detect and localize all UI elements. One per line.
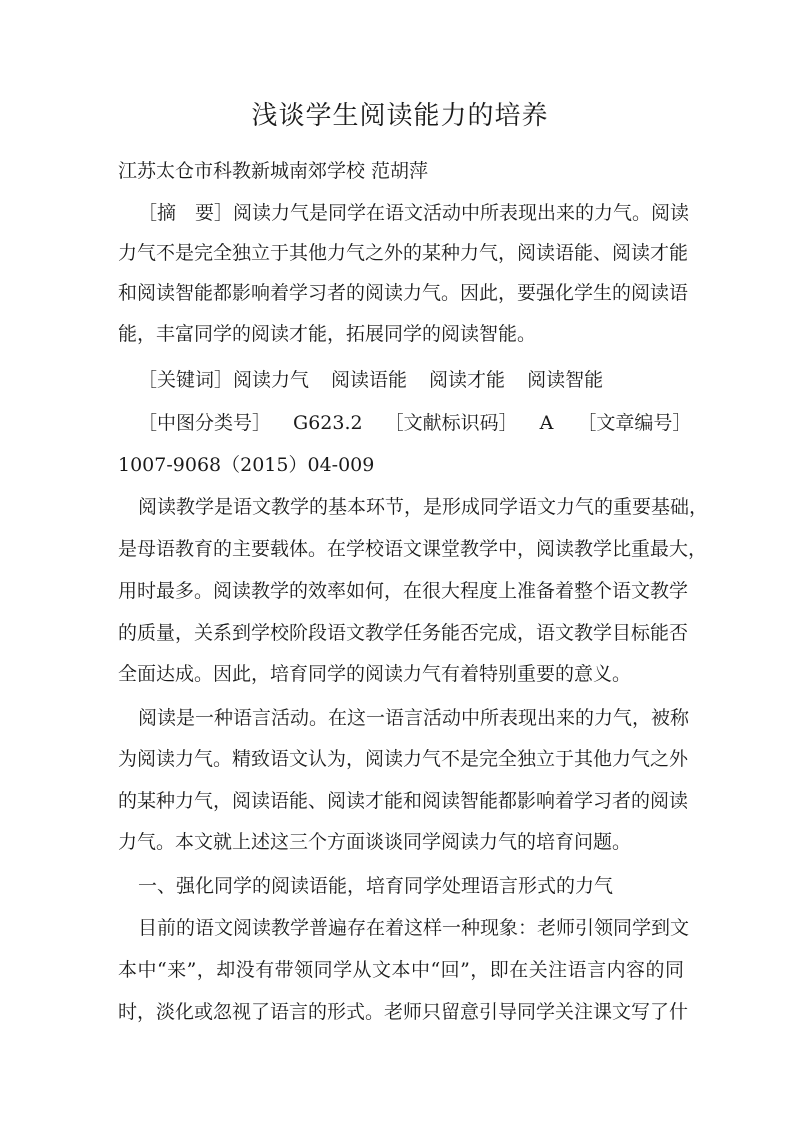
keyword: 阅读语能: [331, 369, 408, 391]
keyword: 阅读才能: [429, 369, 506, 391]
keywords-label: ［关键词］: [138, 369, 234, 391]
article-number: 1007-9068（2015）04-009: [118, 454, 375, 476]
doc-code-label: ［文献标识码］: [384, 412, 518, 434]
abstract-line: 力气不是完全独立于其他力气之外的某种力气，阅读语能、阅读才能: [118, 242, 689, 264]
clc-value: G623.2: [293, 412, 363, 434]
keyword: 阅读力气: [233, 369, 310, 391]
paragraph-line: 的某种力气，阅读语能、阅读才能和阅读智能都影响着学习者的阅读: [118, 790, 689, 812]
abstract-line: 和阅读智能都影响着学习者的阅读力气。因此，要强化学生的阅读语: [118, 282, 689, 304]
paragraph-line: 用时最多。阅读教学的效率如何，在很大程度上准备着整个语文教学: [118, 580, 689, 602]
clc-label: ［中图分类号］: [138, 412, 272, 434]
paragraph-line: 是母语教育的主要载体。在学校语文课堂教学中，阅读教学比重最大，: [118, 538, 708, 560]
classification-line: [138, 410, 691, 436]
keyword: 阅读智能: [527, 369, 604, 391]
section-heading: 一、强化同学的阅读语能，培育同学处理语言形式的力气: [138, 875, 614, 897]
paragraph-line: 为阅读力气。精致语文认为，阅读力气不是完全独立于其他力气之外: [118, 748, 689, 770]
paragraph-line: 目前的语文阅读教学普遍存在着这样一种现象：老师引领同学到文: [138, 917, 690, 939]
paragraph-line: 阅读是一种语言活动。在这一语言活动中所表现出来的力气，被称: [138, 707, 690, 729]
abstract-line: 能，丰富同学的阅读才能，拓展同学的阅读智能。: [118, 323, 537, 345]
article-no-label: ［文章编号］: [577, 412, 692, 434]
paragraph-line: 时，淡化或忽视了语言的形式。老师只留意引导同学关注课文写了什: [118, 1001, 689, 1023]
paragraph-line: 全面达成。因此，培育同学的阅读力气有着特别重要的意义。: [118, 663, 632, 685]
paragraph-line: 的质量，关系到学校阶段语文教学任务能否完成，语文教学目标能否: [118, 622, 689, 644]
author-line: 江苏太仓市科教新城南郊学校 范胡萍: [118, 160, 429, 182]
keywords-line: [138, 367, 603, 393]
abstract-line: ［摘 要］阅读力气是同学在语文活动中所表现出来的力气。阅读: [138, 202, 690, 224]
doc-code-value: A: [539, 412, 554, 434]
paragraph-line: 力气。本文就上述这三个方面谈谈同学阅读力气的培育问题。: [118, 831, 632, 853]
paragraph-line: 阅读教学是语文教学的基本环节，是形成同学语文力气的重要基础，: [138, 496, 709, 518]
paragraph-line: 本中“来”，却没有带领同学从文本中“回”，即在关注语言内容的同: [118, 959, 684, 981]
page-title: 浅谈学生阅读能力的培养: [251, 101, 549, 131]
